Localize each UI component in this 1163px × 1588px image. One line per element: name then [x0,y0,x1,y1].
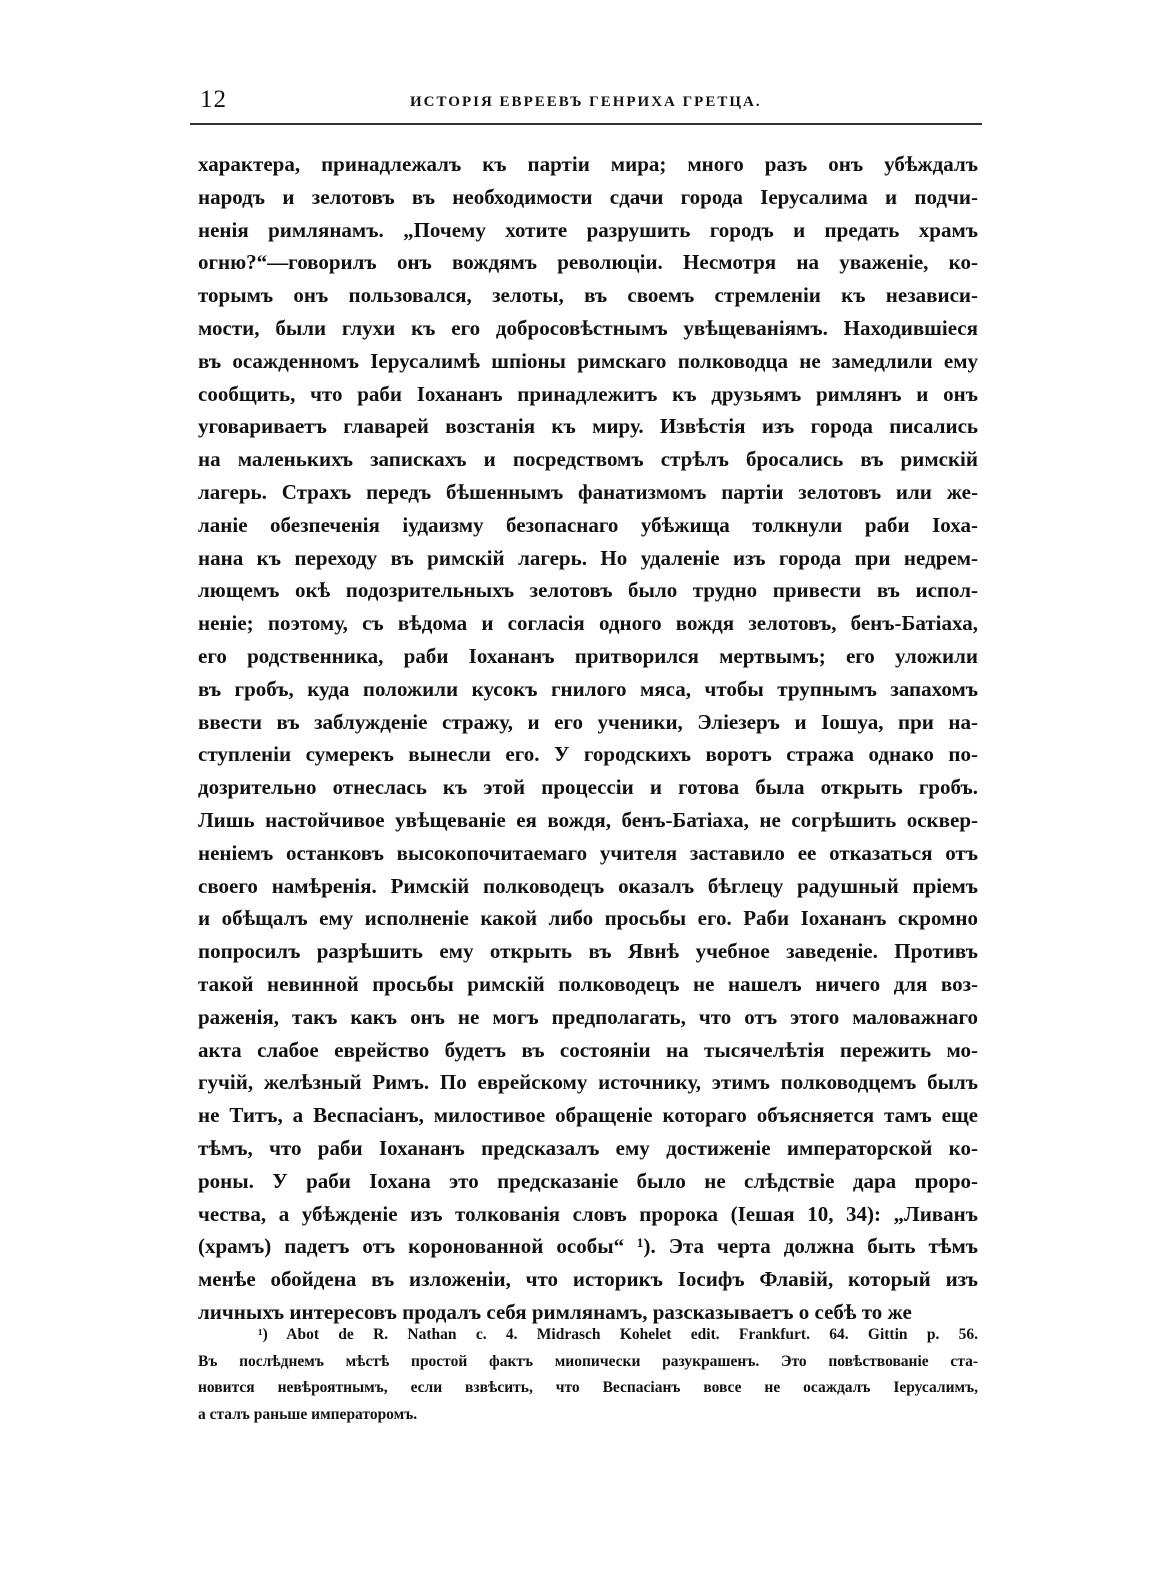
footnotes [198,1322,978,1428]
text-line: огню?“—говорилъ онъ вождямъ революціи. Несмотря на уваженіе, ко- [198,250,978,275]
text-line: въ гробъ, куда положили кусокъ гнилого мяса, чтобы трупнымъ запахомъ [198,676,978,701]
text-line: акта слабое еврейство будетъ въ состояніи на тысячелѣтія пережить мо- [198,1037,978,1062]
text-line: ненія римлянамъ. „Почему хотите разрушить городъ и предать храмъ [198,217,978,242]
text-line: мости, были глухи къ его добросовѣстнымъ увѣщеваніямъ. Находившіеся [198,315,978,340]
text-line: лагерь. Страхъ передъ бѣшеннымъ фанатизмомъ партіи зелотовъ или же- [198,479,978,504]
text-line: характера, принадлежалъ къ партіи мира; много разъ онъ убѣждалъ [198,152,978,176]
text-line: менѣе обойдена въ изложеніи, что историкъ Іосифъ Флавій, который изъ [198,1267,978,1292]
header-rule [190,123,982,125]
text-line: уговариваетъ главарей возстанія къ миру. Извѣстія изъ города писались [198,414,978,439]
text-line: нана къ переходу въ римскій лагерь. Но удаленіе изъ города при недрем- [198,545,978,570]
text-line: (храмъ) падетъ отъ коронованной особы“ ¹). Эта черта должна быть тѣмъ [198,1234,978,1259]
footnote-line: новится невѣроятнымъ, если взвѣсить, что Веспасіанъ вовсе не осаждалъ Іерусалимъ, [198,1379,978,1396]
text-line: лющемъ окѣ подозрительныхъ зелотовъ было трудно привести въ испол- [198,578,978,603]
text-line: и обѣщалъ ему исполненіе какой либо просьбы его. Раби Іохананъ скромно [198,906,978,931]
footnote-line: ¹) Abot de R. Nathan c. 4. Midrasch Kohelet edit. Frankfurt. 64. Gittin p. 56. [258,1326,978,1343]
text-line: не Титъ, а Веспасіанъ, милостивое обращеніе котораго объясняется тамъ еще [198,1103,978,1128]
text-line: сообщить, что раби Іохананъ принадлежитъ къ друзьямъ римлянъ и онъ [198,381,978,406]
page-number: 12 [200,86,227,113]
text-line: торымъ онъ пользовался, зелоты, въ своемъ стремленіи къ независи- [198,283,978,308]
text-line: неніе; поэтому, съ вѣдома и согласія одного вождя зелотовъ, бенъ-Батіаха, [198,611,978,636]
footnote-line: Въ послѣднемъ мѣстѣ простой фактъ миопически разукрашенъ. Это повѣствованіе ста- [198,1352,978,1370]
body-text [198,148,978,1329]
footnote-line: а сталъ раньше императоромъ. [198,1405,418,1423]
text-line: попросилъ разрѣшить ему открыть въ Явнѣ учебное заведеніе. Противъ [198,939,978,964]
text-line: личныхъ интересовъ продалъ себя римлянамъ, разсказываетъ о себѣ то же [198,1299,912,1324]
text-line: роны. У раби Іохана это предсказаніе было не слѣдствіе дара проро- [198,1168,978,1193]
text-line: его родственника, раби Іохананъ притворился мертвымъ; его уложили [198,643,978,668]
text-line: раженія, такъ какъ онъ не могъ предполагать, что отъ этого маловажнаго [198,1004,978,1029]
text-line: ступленіи сумерекъ вынесли его. У городскихъ воротъ стража однако по- [198,742,978,767]
text-line: тѣмъ, что раби Іохананъ предсказалъ ему достиженіе императорской ко- [198,1135,978,1160]
text-line: Лишь настойчивое увѣщеваніе ея вождя, бенъ-Батіаха, не согрѣшить осквер- [198,807,978,832]
text-line: неніемъ останковъ высокопочитаемаго учителя заставило ее отказаться отъ [198,840,978,865]
text-line: такой невинной просьбы римскій полководецъ не нашелъ ничего для воз- [198,971,978,996]
text-line: своего намѣренія. Римскій полководецъ оказалъ бѣглецу радушный пріемъ [198,873,978,898]
text-line: дозрительно отнеслась къ этой процессіи и готова была открыть гробъ. [198,775,978,800]
text-line: въ осажденномъ Іерусалимѣ шпіоны римскаго полководца не замедлили ему [198,348,978,373]
text-line: ланіе обезпеченія іудаизму безопаснаго убѣжища толкнули раби Іоха- [198,512,978,537]
text-line: на маленькихъ запискахъ и посредствомъ стрѣлъ бросались въ римскій [198,447,978,472]
page-header [200,84,980,124]
running-title: ИСТОРІЯ ЕВРЕЕВЪ ГЕНРИХА ГРЕТЦА. [410,94,762,110]
text-line: гучій, желѣзный Римъ. По еврейскому источнику, этимъ полководцемъ былъ [198,1070,978,1095]
text-line: ввести въ заблужденіе стражу, и его ученики, Эліезеръ и Іошуа, при на- [198,709,978,734]
text-line: чества, а убѣжденіе изъ толкованія словъ пророка (Іешая 10, 34): „Ливанъ [198,1201,978,1226]
text-line: народъ и зелотовъ въ необходимости сдачи города Іерусалима и подчи- [198,184,978,209]
